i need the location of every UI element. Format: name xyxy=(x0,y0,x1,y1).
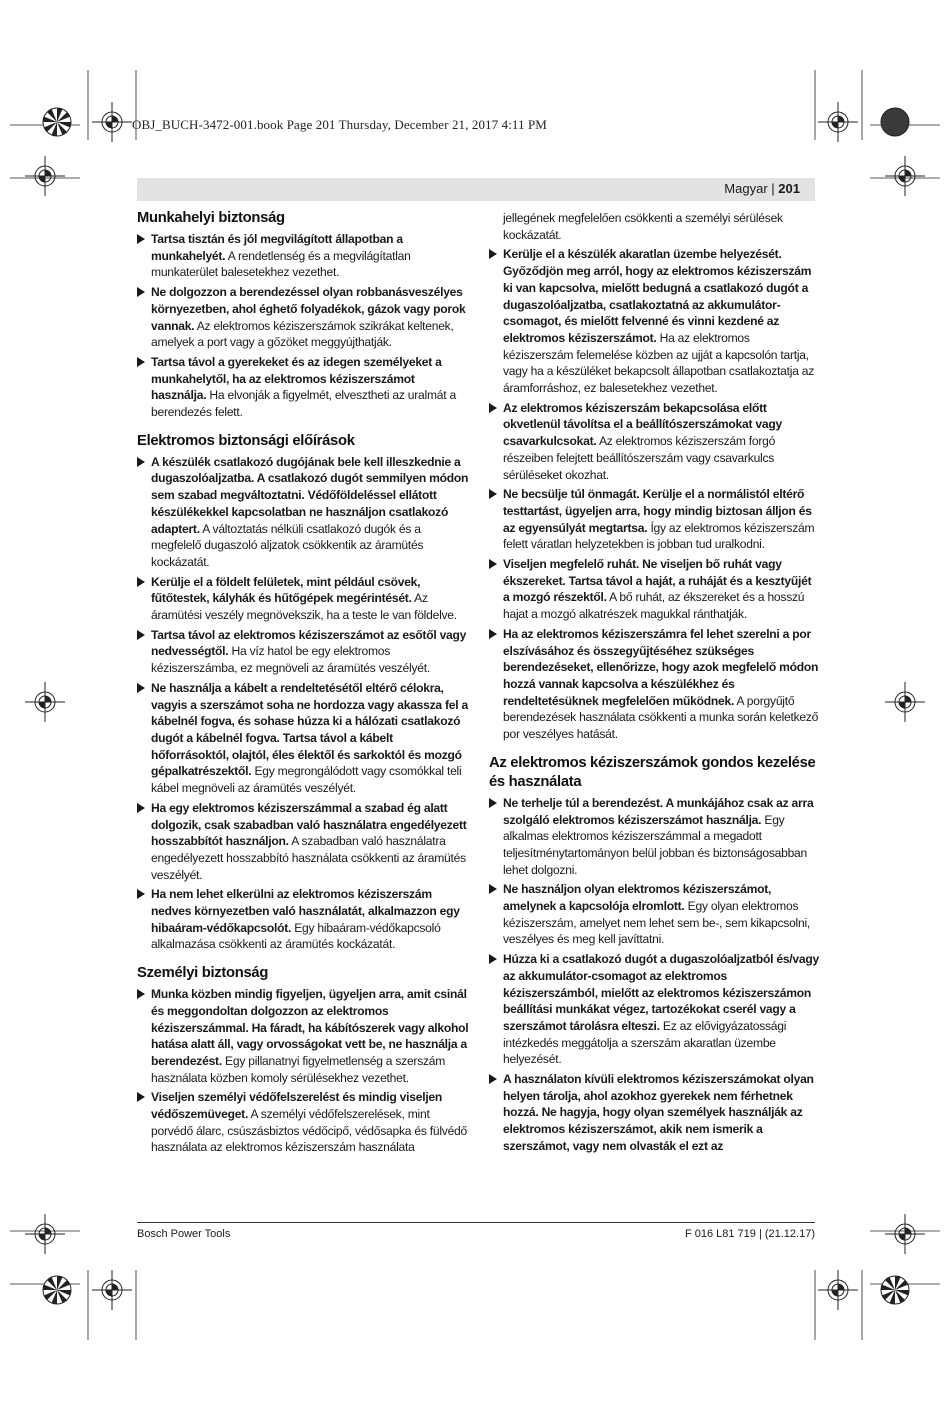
right-column xyxy=(489,210,819,1158)
bullet-triangle-icon xyxy=(489,403,497,413)
footer-doc-number: F 016 L81 719 | (21.12.17) xyxy=(684,1228,815,1240)
header-language: Magyar xyxy=(724,181,768,196)
continued-text: jellegének megfelelően csökkenti a személyi sérülések kockázatát. xyxy=(503,211,783,242)
list-item: Az elektromos kéziszerszám bekapcsolása előtt okvetlenül távolítsa el a beállítószerszámokat vagy csavarkulcsokat. Az elektromos kéziszerszám forgó részeiben felejtett beállítószerszám vagy csavarkulcs sérüléseket okozhat. xyxy=(489,400,819,484)
list-item: Tartsa tisztán és jól megvilágított állapotban a munkahelyét. A rendetlenség és a megvilágítatlan munkaterület balesetekhez vezethet. xyxy=(137,231,472,281)
list-item: Munka közben mindig figyeljen, ügyeljen arra, amit csinál és meggondoltan dolgozzon az elektromos kéziszerszámmal. Ha fáradt, ha kábítószerek vagy alkohol hatása alatt áll, vagy orvosságokat vett be, ne használja a berendezést. Egy pillanatnyi figyelmetlenség a szerszám használata közben komoly sérülésekhez vezethet. xyxy=(137,986,472,1086)
bullet-triangle-icon xyxy=(489,1074,497,1084)
bullet-triangle-icon xyxy=(489,884,497,894)
footer-rule xyxy=(137,1222,815,1223)
bullet-triangle-icon xyxy=(137,630,145,640)
bullet-triangle-icon xyxy=(137,287,145,297)
bullet-triangle-icon xyxy=(137,989,145,999)
running-header xyxy=(724,181,800,196)
bullet-triangle-icon xyxy=(137,234,145,244)
header-separator: | xyxy=(771,181,775,196)
list-item: Ne használja a kábelt a rendeltetésétől eltérő célokra, vagyis a szerszámot soha ne hordozza vagy akassza fel a kábelnél fogva, és sohase húzza ki a hálózati csatlakozó dugót a kábelnél fogva. Tartsa távol a kábelt hőforrásoktól, olajtól, éles élektől és sarkoktól és mozgó gépalkatrészektől. Egy megrongálódott vagy csomókkal teli kábel megnöveli az áramütés veszélyét. xyxy=(137,680,472,797)
list-item: Húzza ki a csatlakozó dugót a dugaszolóaljzatból és/vagy az akkumulátor-csomagot az elektromos kéziszerszámból, mielőtt az elektromos kéziszerszámon beállítási munkákat végez, tartozékokat cserél vagy a szerszámot tárolásra elteszi. Ez az elővigyázatossági intézkedés meggátolja a szerszám akaratlan üzembe helyezését. xyxy=(489,951,819,1068)
list-item: Kerülje el a földelt felületek, mint például csövek, fűtőtestek, kályhák és hűtőgépek megérintését. Az áramütési veszély megnövekszik, ha a teste le van földelve. xyxy=(137,574,472,624)
bullet-triangle-icon xyxy=(489,954,497,964)
bullet-triangle-icon xyxy=(489,489,497,499)
bullet-triangle-icon xyxy=(489,629,497,639)
bullet-triangle-icon xyxy=(137,357,145,367)
bullet-triangle-icon xyxy=(137,1092,145,1102)
bullet-triangle-icon xyxy=(137,457,145,467)
list-item: Viseljen megfelelő ruhát. Ne viseljen bő ruhát vagy ékszereket. Tartsa távol a haját, a ruháját és a kesztyűjét a mozgó részektől. A bő ruhát, az ékszereket és a hosszú hajat a mozgó alkatrészek magukkal ránthatják. xyxy=(489,556,819,623)
bullet-triangle-icon xyxy=(489,559,497,569)
bullet-triangle-icon xyxy=(137,577,145,587)
list-item: Ne használjon olyan elektromos kéziszerszámot, amelynek a kapcsolója elromlott. Egy olyan elektromos kéziszerszám, amelyet nem lehet sem be-, sem kikapcsolni, veszélyes és meg kell javíttatni. xyxy=(489,881,819,948)
list-item: Tartsa távol a gyerekeket és az idegen személyeket a munkahelytől, ha az elektromos kéziszerszámot használja. Ha elvonják a figyelmét, elvesztheti az uralmát a berendezés felett. xyxy=(137,354,472,421)
list-item: Ne terhelje túl a berendezést. A munkájához csak az arra szolgáló elektromos kéziszerszámot használja. Egy alkalmas elektromos kéziszerszámmal a megadott teljesítménytartományon belül jobban és biztonságosabban lehet dolgozni. xyxy=(489,795,819,879)
section-title: Elektromos biztonsági előírások xyxy=(137,432,355,449)
page-number: 201 xyxy=(778,181,800,196)
list-item: Ne dolgozzon a berendezéssel olyan robbanásveszélyes környezetben, ahol éghető folyadékok, gázok vagy porok vannak. Az elektromos kéziszerszámok szikrákat keltenek, amelyek a port vagy a gőzöket meggyújthatják. xyxy=(137,284,472,351)
bullet-triangle-icon xyxy=(489,798,497,808)
bullet-triangle-icon xyxy=(137,803,145,813)
list-item: Ne becsülje túl önmagát. Kerülje el a normálistól eltérő testtartást, ügyeljen arra, hogy mindig biztosan álljon és az egyensúlyát megtartsa. Így az elektromos kéziszerszám felett váratlan helyzetekben is jobban tud uralkodni. xyxy=(489,486,819,553)
section-title: Munkahelyi biztonság xyxy=(137,210,285,226)
list-item: Tartsa távol az elektromos kéziszerszámot az esőtől vagy nedvességtől. Ha víz hatol be egy elektromos kéziszerszámba, ez megnöveli az áramütés veszélyét. xyxy=(137,627,472,677)
section-title: Az elektromos kéziszerszámok gondos kezelése és használata xyxy=(489,754,816,790)
footer-brand: Bosch Power Tools xyxy=(137,1228,231,1240)
list-item: Viseljen személyi védőfelszerelést és mindig viseljen védőszemüveget. A személyi védőfelszerelések, mint porvédő álarc, csúszásbiztos védőcipő, védősapka és fülvédő használata az elektromos kéziszerszám használata xyxy=(137,1089,472,1156)
left-column xyxy=(137,209,472,1159)
list-item: Ha egy elektromos kéziszerszámmal a szabad ég alatt dolgozik, csak szabadban való használatra engedélyezett hosszabbítót használjon. A szabadban való használatra engedélyezett hosszabbító használata csökkenti az áramütés veszélyét. xyxy=(137,800,472,884)
section-title: Személyi biztonság xyxy=(137,965,269,982)
header-bar xyxy=(137,178,815,201)
list-item: Kerülje el a készülék akaratlan üzembe helyezését. Győződjön meg arról, hogy az elektromos kéziszerszám ki van kapcsolva, mielőtt bedugná a csatlakozó dugót a dugaszolóaljzatba, csatlakoztatná az akkumulátor-csomagot, és mielőtt felvenné és vinni kezdené az elektromos kéziszerszámot. Ha az elektromos kéziszerszám felemelése közben az ujját a kapcsolón tartja, vagy ha a készüléket bekapcsolt állapotban csatlakoztatja az áramforráshoz, ez balesetekhez vezethet. xyxy=(489,246,819,396)
print-slug: OBJ_BUCH-3472-001.book Page 201 Thursday, December 21, 2017 4:11 PM xyxy=(132,117,547,132)
bullet-triangle-icon xyxy=(489,249,497,259)
bullet-triangle-icon xyxy=(137,683,145,693)
list-item: Ha az elektromos kéziszerszámra fel lehet szerelni a por elszívásához és összegyűjtéséhez szükséges berendezéseket, ellenőrizze, hogy azok megfelelő módon hozzá vannak kapcsolva a készülékhez és rendeltetésüknek megfelelően működnek. A porgyűjtő berendezések használata csökkenti a munka során keletkező por veszélyes hatását. xyxy=(489,626,819,743)
list-item: Ha nem lehet elkerülni az elektromos kéziszerszám nedves környezetben való használatát, alkalmazzon egy hibaáram-védőkapcsolót. Egy hibaáram-védőkapcsoló alkalmazása csökkenti az áramütés kockázatát. xyxy=(137,886,472,953)
list-item: A készülék csatlakozó dugójának bele kell illeszkednie a dugaszolóaljzatba. A csatlakozó dugót semmilyen módon sem szabad megváltoztatni. Védőföldeléssel ellátott készülékekkel kapcsolatban ne használjon csatlakozó adaptert. A változtatás nélküli csatlakozó dugók és a megfelelő dugaszoló aljzatok csökkentik az áramütés kockázatát. xyxy=(137,454,472,571)
list-item: A használaton kívüli elektromos kéziszerszámokat olyan helyen tárolja, ahol azokhoz gyerekek nem férhetnek hozzá. Ne hagyja, hogy olyan személyek használják az elektromos kéziszerszámot, akik nem ismerik a szerszámot, vagy nem olvasták el ezt az xyxy=(489,1071,819,1155)
bullet-triangle-icon xyxy=(137,889,145,899)
